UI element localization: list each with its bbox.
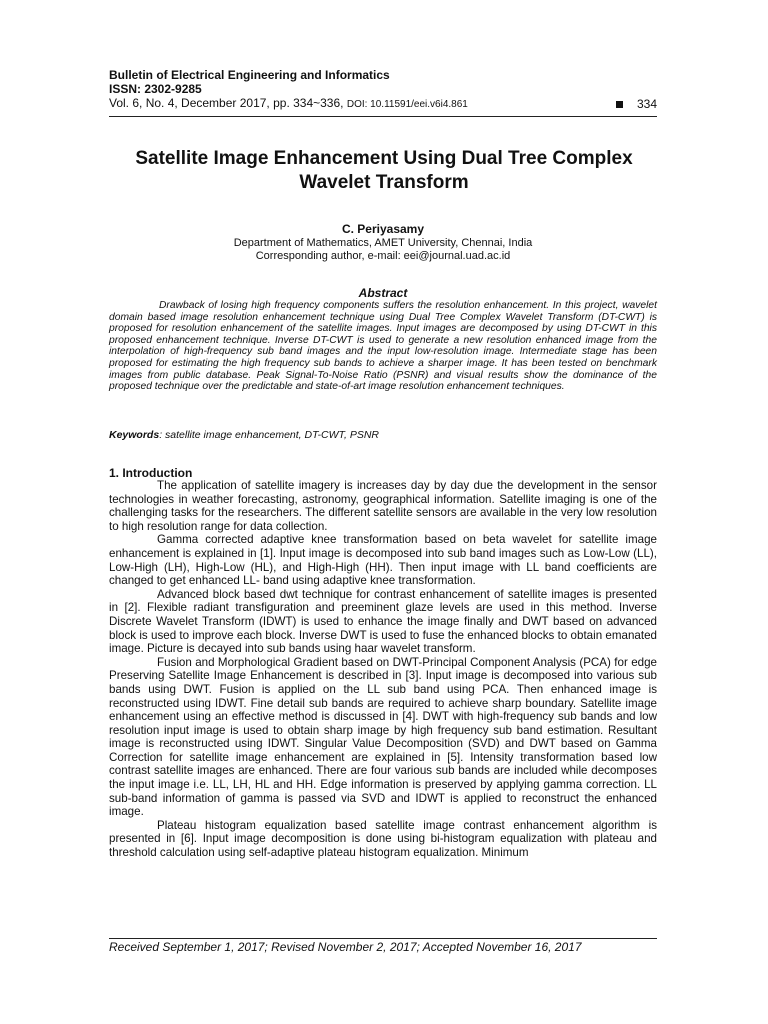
volume-info (109, 96, 468, 112)
keywords (109, 429, 657, 441)
header-rule (109, 116, 657, 117)
paragraph: The application of satellite imagery is increases day by day due the development in the sensor technologies in weather forecasting, astronomy, geographical information. Satellite imaging is one of the challenging tasks for the researchers. The different satellite sensors are available in the very low resolution to high resolution range for data collection. (109, 479, 657, 533)
journal-name: Bulletin of Electrical Engineering and Informatics (109, 68, 390, 82)
page-number: 334 (636, 96, 657, 111)
keywords-label: Keywords (109, 429, 160, 441)
section-heading-introduction: 1. Introduction (109, 466, 193, 480)
introduction-body (109, 479, 657, 860)
received-dates: Received September 1, 2017; Revised November 2, 2017; Accepted November 16, 2017 (109, 940, 582, 954)
paragraph: Gamma corrected adaptive knee transformation based on beta wavelet for satellite image enhancement is explained in [1]. Input image is decomposed into sub band images such as Low-Low (LL), Low-High (LH), High-Low (HL), and High-High (HH). Then input image with LL band coefficients are changed to get enhanced LL- band using adaptive knee transformation. (109, 533, 657, 588)
footer-rule (109, 938, 657, 939)
paragraph: Fusion and Morphological Gradient based on DWT-Principal Component Analysis (PCA) for edge Preserving Satellite Image Enhancement is described in [3]. Input image is decomposed into various sub bands using DWT. Fusion is applied on the LL sub band using PCA. Then enhanced image is reconstructed using IDWT. Fine detail sub bands are required to achieve sharp boundary. Satellite image enhancement using an effective method is discussed in [4]. DWT with high-frequency sub bands and low resolution input image is used to obtain sharp image by high frequency sub band estimation. Resultant image is reconstructed using IDWT. Singular Value Decomposition (SVD) and DWT based on Gamma Correction for satellite image enhancement are explained in [5]. Intensity transformation based low contrast satellite images are enhanced. There are four various sub bands are included while decomposes the input image i.e. LL, LH, HL and HH. Edge information is preserved by applying gamma correction. LL sub-band information of gamma is passed via SVD and IDWT is applied to reconstruct the enhanced image. (109, 655, 657, 819)
volume-row (109, 96, 657, 112)
author-block (109, 221, 657, 263)
paragraph: Plateau histogram equalization based satellite image contrast enhancement algorithm is presented in [6]. Input image decomposition is done using bi-histogram equalization with plateau and threshold calculation using self-adaptive plateau histogram equalization. Minimum (109, 818, 657, 860)
author-affiliation: Department of Mathematics, AMET University, Chennai, India (233, 237, 533, 249)
journal-header (109, 68, 657, 112)
corresponding-author: Corresponding author, e-mail: eei@journal.uad.ac.id (255, 250, 511, 262)
abstract-text: Drawback of losing high frequency components suffers the resolution enhancement. In this project, wavelet domain based image resolution enhancement technique using Dual Tree Complex Wavelet Transform (DT-CWT) is proposed for resolution enhancement of the satellite images. Input images are decomposed by using DT-CWT in this proposed enhancement technique. Inverse DT-CWT is used to generate a new resolution enhanced image from the interpolation of high-frequency sub band images and the input low-resolution image. Intermediate stage has been proposed for estimating the high frequency sub bands to achieve a sharper image. It has been tested on benchmark images from public database. Peak Signal-To-Noise Ratio (PSNR) and visual results show the dominance of the proposed technique over the predictable and state-of-art image resolution enhancement techniques. (109, 300, 657, 393)
abstract-heading: Abstract (358, 286, 408, 300)
paper-title: Satellite Image Enhancement Using Dual Tree Complex Wavelet Transform (135, 148, 633, 193)
page-number-block (616, 96, 657, 112)
paragraph: Advanced block based dwt technique for contrast enhancement of satellite images is presented in [2]. Flexible radiant transfiguration and preeminent glaze levels are used in this method. Inverse Discrete Wavelet Transform (IDWT) is used to enhance the image finally and DWT based on advanced block is used to improve each block. Inverse DWT is used to fuse the enhanced blocks to obtain emanated image. Picture is decayed into sub bands using haar wavelet transform. (109, 587, 657, 656)
volume-text: Vol. 6, No. 4, December 2017, pp. 334~336, (109, 96, 344, 110)
keywords-text: : satellite image enhancement, DT-CWT, PSNR (159, 429, 380, 441)
doi-text: DOI: 10.11591/eei.v6i4.861 (346, 99, 468, 110)
square-bullet-icon (616, 101, 623, 108)
journal-issn: ISSN: 2302-9285 (109, 82, 202, 96)
author-name: C. Periyasamy (341, 222, 425, 236)
